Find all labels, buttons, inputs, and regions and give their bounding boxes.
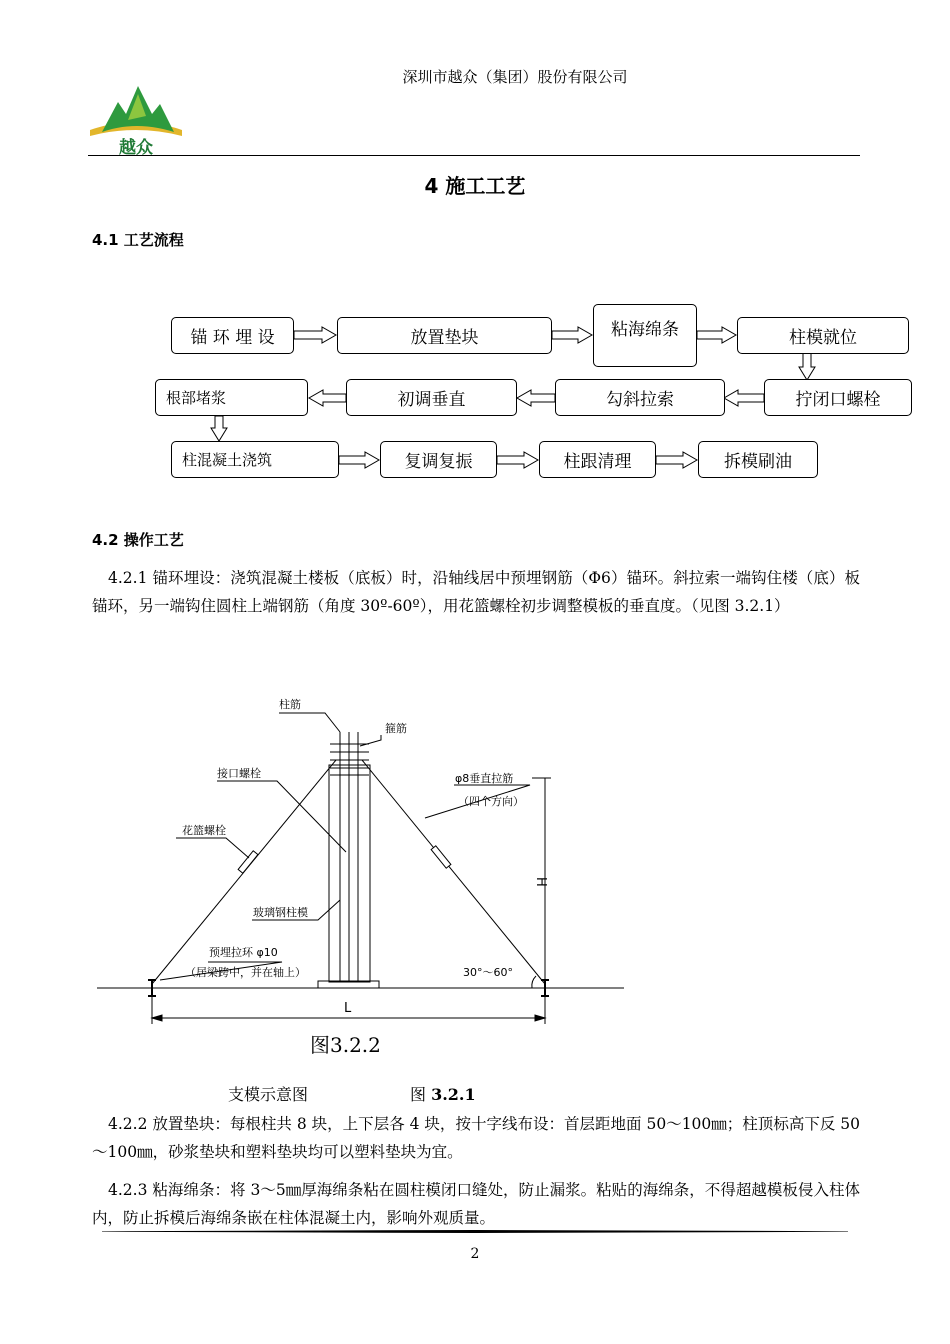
flow-step-anchor-ring: 锚 环 埋 设 bbox=[171, 317, 294, 354]
figure-number-label: 图3.2.2 bbox=[310, 1033, 381, 1057]
flow-step-form-position: 柱模就位 bbox=[737, 317, 909, 354]
arrow-right-icon bbox=[497, 452, 538, 468]
paragraph-text: 4.2.3 粘海绵条：将 3～5㎜厚海绵条粘在圆柱模闭口缝处，防止漏浆。粘贴的海绵条，不得超越模板侵入柱体内，防止拆模后海绵条嵌在柱体混凝土内，影响外观质量。 bbox=[92, 1181, 860, 1227]
label-four-directions: （四个方向） bbox=[458, 795, 524, 808]
arrow-right-icon bbox=[697, 327, 736, 343]
label-column-rebar: 柱筋 bbox=[279, 698, 301, 711]
flow-step-sponge-strip: 粘海绵条 bbox=[593, 304, 697, 367]
paragraph-4-2-3 bbox=[92, 1176, 860, 1232]
figure-caption-name: 支模示意图 bbox=[228, 1085, 309, 1104]
paragraph-4-2-2 bbox=[92, 1110, 860, 1166]
arrow-right-icon bbox=[339, 452, 379, 468]
figure-caption-number: 图 3.2.1 bbox=[410, 1085, 476, 1104]
flow-step-base-cleaning: 柱跟清理 bbox=[539, 441, 656, 478]
paragraph-4-2-1 bbox=[92, 564, 860, 620]
flow-step-initial-plumb: 初调垂直 bbox=[346, 379, 517, 416]
label-turnbuckle: 花篮螺栓 bbox=[182, 824, 226, 837]
label-angle: 30°～60° bbox=[463, 966, 513, 979]
paragraph-text: 4.2.1 锚环埋设：浇筑混凝土楼板（底板）时，沿轴线居中预埋钢筋（Φ6）锚环。斜拉索一端钩住楼（底）板锚环，另一端钩住圆柱上端钢筋（角度 30º-60º），用花篮螺栓初步调整模板的垂直度。（见图 3.2.1） bbox=[92, 569, 860, 615]
flow-step-pour-concrete: 柱混凝土浇筑 bbox=[171, 441, 339, 478]
turnbuckle-icon bbox=[431, 846, 451, 868]
dimension-l: L bbox=[344, 1001, 352, 1016]
label-embedded-ring-note: （居梁跨中，并在轴上） bbox=[185, 966, 306, 979]
company-name: 深圳市越众（集团）股份有限公司 bbox=[402, 68, 628, 86]
turnbuckle-icon bbox=[238, 851, 258, 873]
arrow-left-icon bbox=[517, 390, 555, 406]
right-tie-cable bbox=[362, 760, 545, 984]
section-heading-4-1: 4.1 工艺流程 bbox=[92, 231, 184, 249]
paragraph-text: 4.2.2 放置垫块：每根柱共 8 块，上下层各 4 块，按十字线布设：首层距地面 50～100㎜；柱顶标高下反 50～100㎜，砂浆垫块和塑料垫块均可以塑料垫块为宜。 bbox=[92, 1115, 860, 1161]
flow-step-tighten-bolts: 拧闭口螺栓 bbox=[764, 379, 912, 416]
flow-step-diagonal-cable: 勾斜拉索 bbox=[555, 379, 725, 416]
flow-arrows bbox=[0, 0, 950, 500]
label-joint-bolt: 接口螺栓 bbox=[217, 767, 261, 780]
formwork-diagram bbox=[0, 680, 950, 1060]
arrow-right-icon bbox=[656, 452, 697, 468]
flow-step-root-seal: 根部堵浆 bbox=[155, 379, 308, 416]
arrow-down-icon bbox=[799, 353, 815, 380]
arrow-right-icon bbox=[294, 327, 336, 343]
flow-step-recheck-vibrate: 复调复振 bbox=[380, 441, 497, 478]
flow-step-place-spacer: 放置垫块 bbox=[337, 317, 552, 354]
arrow-right-icon bbox=[552, 327, 592, 343]
dimension-h: H bbox=[533, 877, 548, 887]
chapter-title: 4 施工工艺 bbox=[424, 174, 526, 198]
arrow-left-icon bbox=[724, 390, 764, 406]
process-flowchart bbox=[0, 0, 950, 500]
label-tie-rebar: φ8垂直拉筋 bbox=[455, 772, 514, 785]
label-frp-form: 玻璃钢柱模 bbox=[253, 906, 308, 919]
logo-text: 越众 bbox=[119, 138, 153, 156]
label-embedded-ring: 预埋拉环 φ10 bbox=[209, 946, 278, 959]
label-stirrup: 箍筋 bbox=[385, 722, 407, 735]
flow-step-strip-oil: 拆模刷油 bbox=[698, 441, 818, 478]
arrow-left-icon bbox=[309, 390, 346, 406]
page-number: 2 bbox=[470, 1246, 480, 1262]
section-heading-4-2: 4.2 操作工艺 bbox=[92, 531, 184, 549]
arrow-down-icon bbox=[211, 416, 227, 441]
